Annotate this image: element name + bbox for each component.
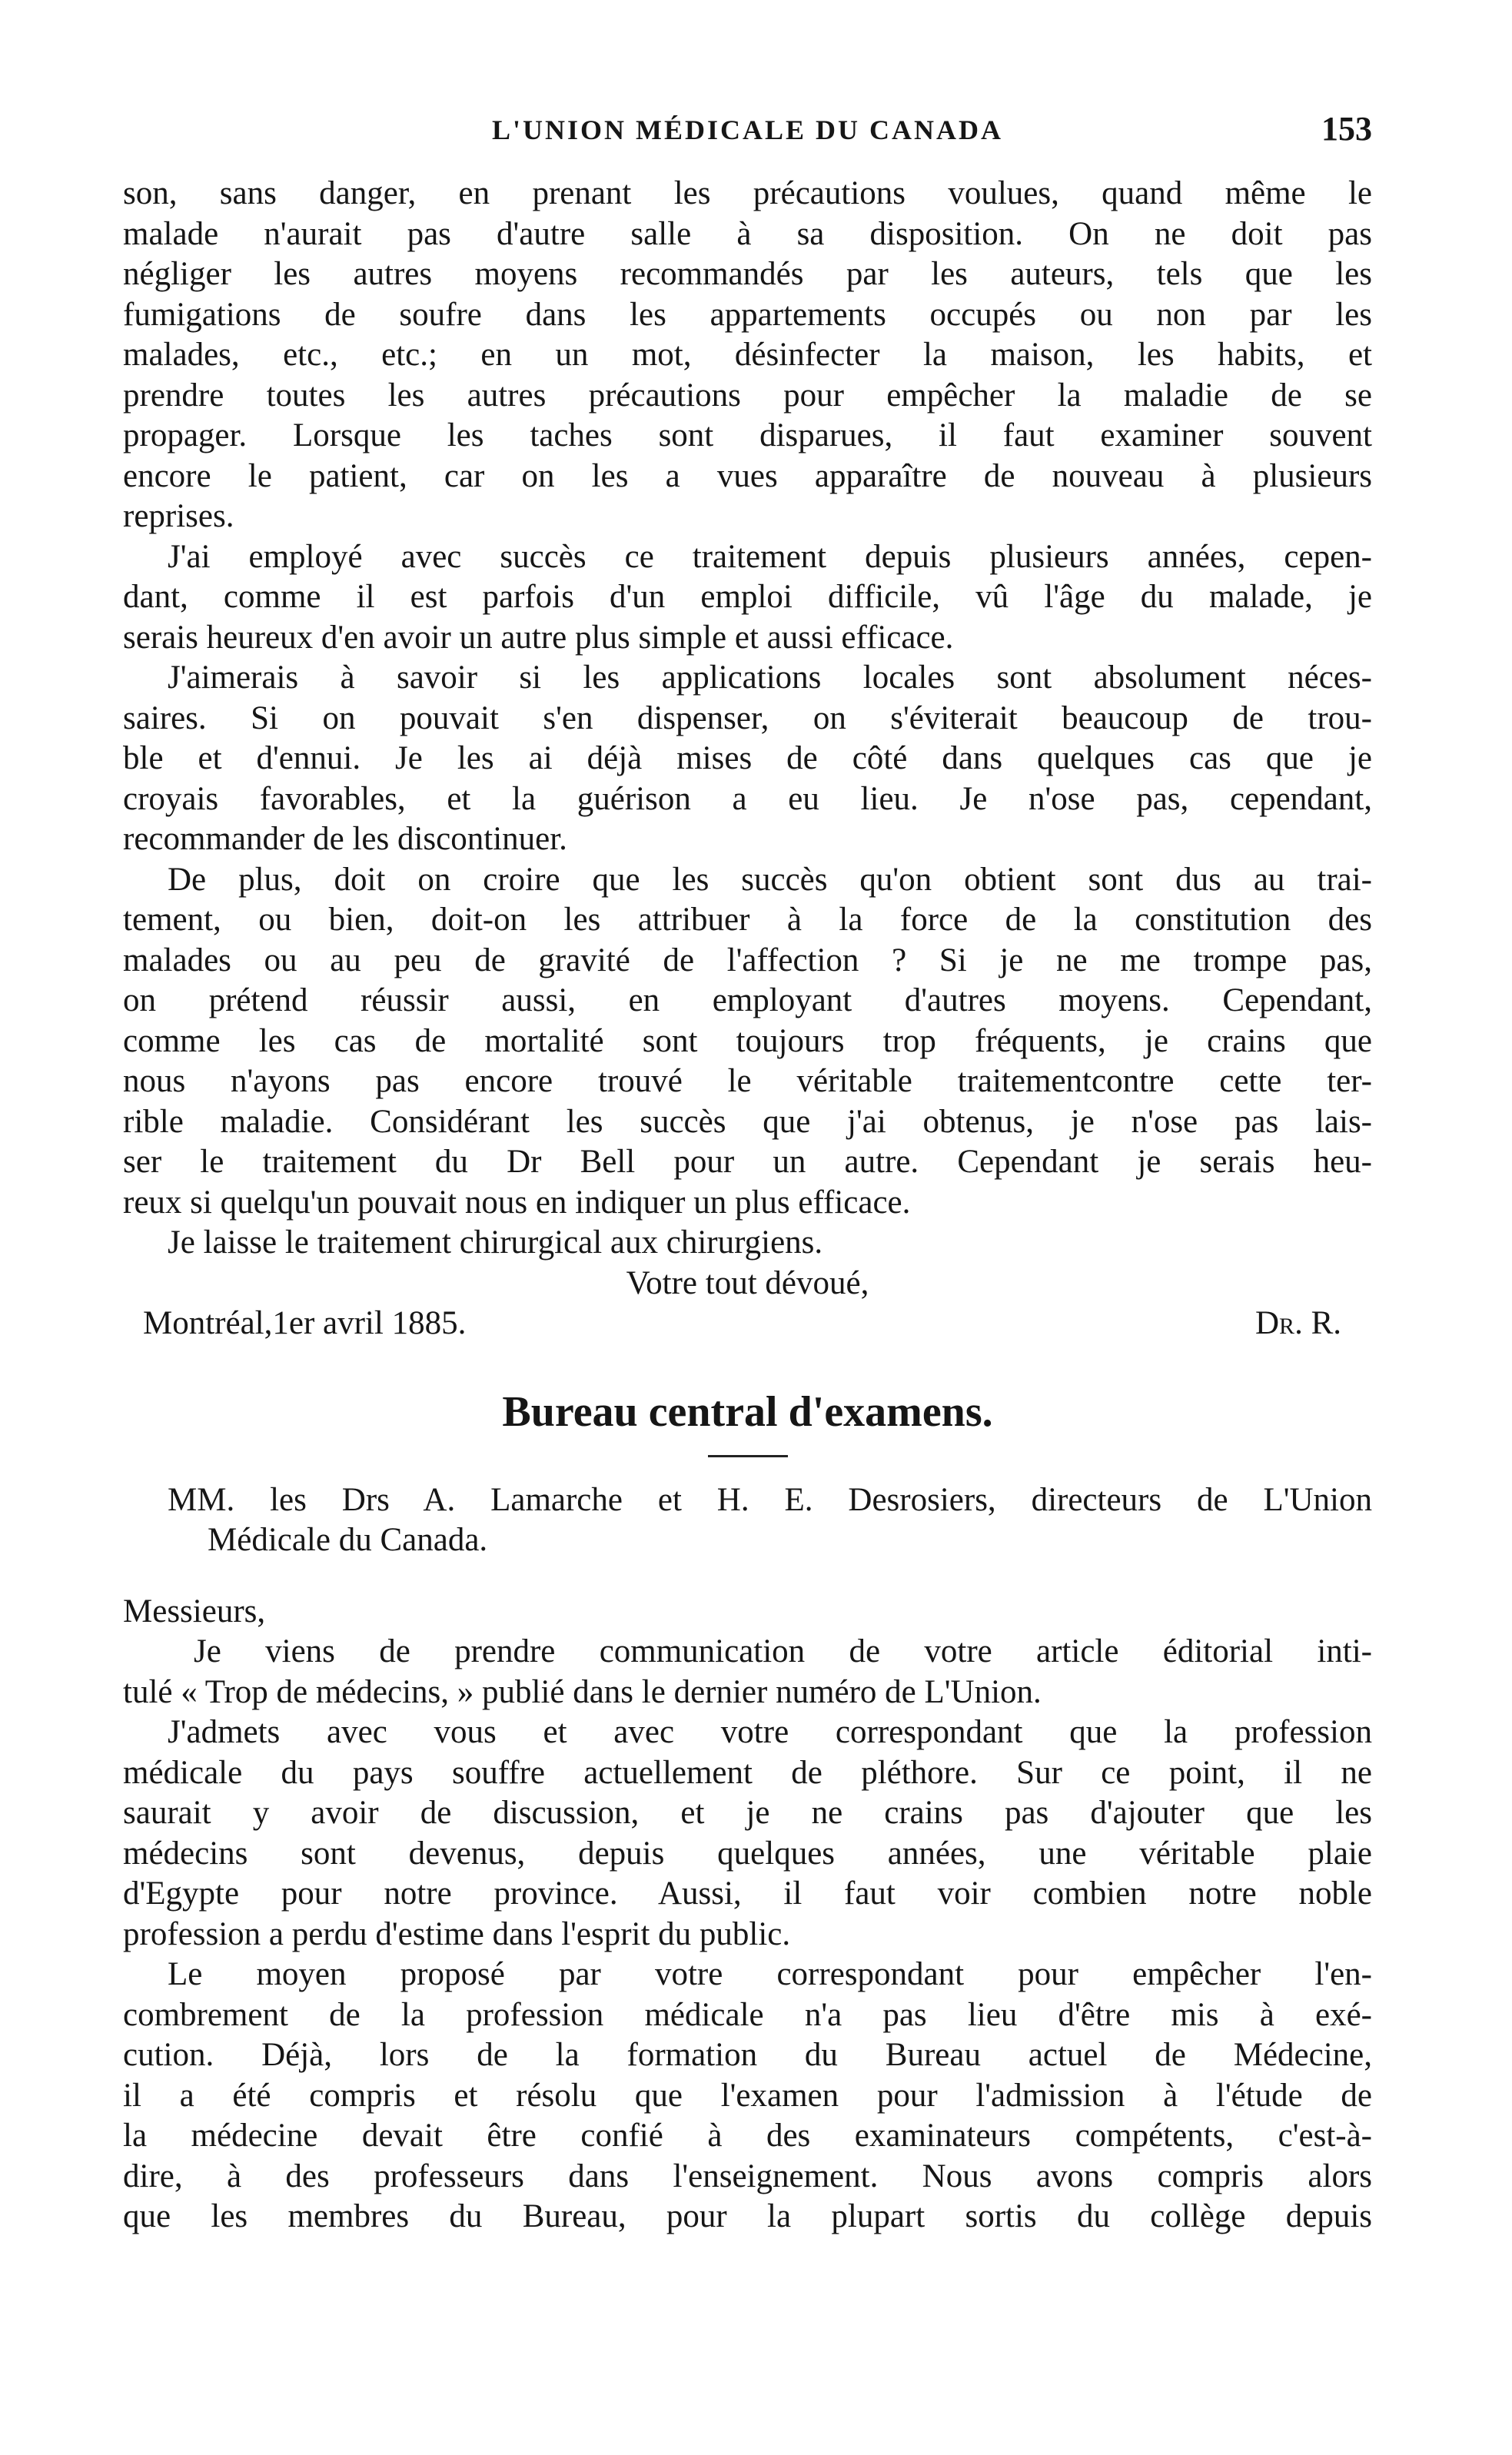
letter-bureau [123,1480,1372,2237]
letter-closing: Votre tout dévoué, [626,1264,869,1301]
text-line: malade n'aurait pas d'autre salle à sa disposition. On ne doit pas [123,215,1372,252]
text-line: fumigations de soufre dans les appartements occupés ou non par les [123,296,1372,333]
section-heading: Bureau central d'examens. [502,1387,993,1436]
text-line: saurait y avoir de discussion, et je ne crains pas d'ajouter que les [123,1795,1372,1831]
place-date: Montréal,1er avril 1885. [143,1305,467,1341]
spacer [123,1561,1372,1592]
journal-title: L'UNION MÉDICALE DU CANADA [491,115,1004,145]
text-line: combrement de la profession médicale n'a pas lieu d'être mis à exé- [123,1996,1372,2033]
text-line: croyais favorables, et la guérison a eu lieu. Je n'ose pas, cependant, [123,780,1372,817]
text-line: médicale du pays souffre actuellement de pléthore. Sur ce point, il ne [123,1754,1372,1791]
page-number: 153 [1321,110,1372,148]
text-body [123,174,1372,2237]
text-line: on prétend réussir aussi, en employant d'autres moyens. Cependant, [123,982,1372,1018]
text-line: dire, à des professeurs dans l'enseignement. Nous avons compris alors [123,2158,1372,2194]
running-header [123,109,1372,155]
text-line: ble et d'ennui. Je les ai déjà mises de côté dans quelques cas que je [123,740,1372,776]
text-line: ser le traitement du Dr Bell pour un autre. Cependant je serais heu- [123,1144,1372,1180]
text-line: cution. Déjà, lors de la formation du Bureau actuel de Médecine, [123,2037,1372,2073]
text-line: prendre toutes les autres précautions pour empêcher la maladie de se [123,377,1372,414]
letter-dr-r [123,174,1372,1344]
text-line: reux si quelqu'un pouvait nous en indiquer un plus efficace. [123,1184,911,1221]
text-line: il a été compris et résolu que l'examen pour l'admission à l'étude de [123,2077,1372,2114]
text-line: Je laisse le traitement chirurgical aux chirurgiens. [168,1224,823,1261]
signature: Dr. R. [1255,1305,1341,1341]
text-line: tement, ou bien, doit-on les attribuer à la force de la constitution des [123,902,1372,938]
text-line: la médecine devait être confié à des examinateurs compétents, c'est-à- [123,2118,1372,2154]
text-line: profession a perdu d'estime dans l'esprit du public. [123,1915,791,1952]
text-line: malades, etc., etc.; en un mot, désinfecter la maison, les habits, et [123,337,1372,373]
text-line: saires. Si on pouvait s'en dispenser, on s'éviterait beaucoup de trou- [123,699,1372,736]
text-line: propager. Lorsque les taches sont disparues, il faut examiner souvent [123,417,1372,453]
text-line: serais heureux d'en avoir un autre plus simple et aussi efficace. [123,619,954,656]
text-line: nous n'ayons pas encore trouvé le véritable traitementcontre cette ter- [123,1063,1372,1099]
text-line: médecins sont devenus, depuis quelques années, une véritable plaie [123,1835,1372,1872]
text-line: rible maladie. Considérant les succès que j'ai obtenus, je n'ose pas lais- [123,1103,1372,1140]
text-line: tulé « Trop de médecins, » publié dans le dernier numéro de L'Union. [123,1673,1042,1710]
text-line: dant, comme il est parfois d'un emploi difficile, vû l'âge du malade, je [123,579,1372,615]
address-line: Médicale du Canada. [208,1522,488,1558]
text-line: De plus, doit on croire que les succès qu'on obtient sont dus au trai- [168,861,1372,898]
text-line: Je viens de prendre communication de votre article éditorial inti- [194,1633,1372,1669]
text-line: que les membres du Bureau, pour la plupart sortis du collège depuis [123,2198,1372,2234]
text-line: malades ou au peu de gravité de l'affection ? Si je ne me trompe pas, [123,942,1372,978]
text-line: comme les cas de mortalité sont toujours trop fréquents, je crains que [123,1022,1372,1059]
text-line: son, sans danger, en prenant les précautions voulues, quand même le [123,175,1372,211]
letter-signoff [123,1304,1372,1344]
text-line: négliger les autres moyens recommandés par les auteurs, tels que les [123,256,1372,292]
heading-rule [708,1455,788,1457]
address-line: MM. les Drs A. Lamarche et H. E. Desrosiers, directeurs de L'Union [168,1481,1372,1518]
text-line: J'aimerais à savoir si les applications locales sont absolument néces- [168,659,1372,696]
text-line: reprises. [123,498,234,534]
text-line: J'admets avec vous et avec votre correspondant que la profession [168,1714,1372,1750]
text-line: Le moyen proposé par votre correspondant pour empêcher l'en- [168,1956,1372,1992]
text-line: d'Egypte pour notre province. Aussi, il faut voir combien notre noble [123,1875,1372,1912]
text-line: encore le patient, car on les a vues apparaître de nouveau à plusieurs [123,457,1372,494]
text-line: J'ai employé avec succès ce traitement depuis plusieurs années, cepen- [168,538,1372,575]
text-line: recommander de les discontinuer. [123,821,567,857]
salutation: Messieurs, [123,1593,266,1629]
